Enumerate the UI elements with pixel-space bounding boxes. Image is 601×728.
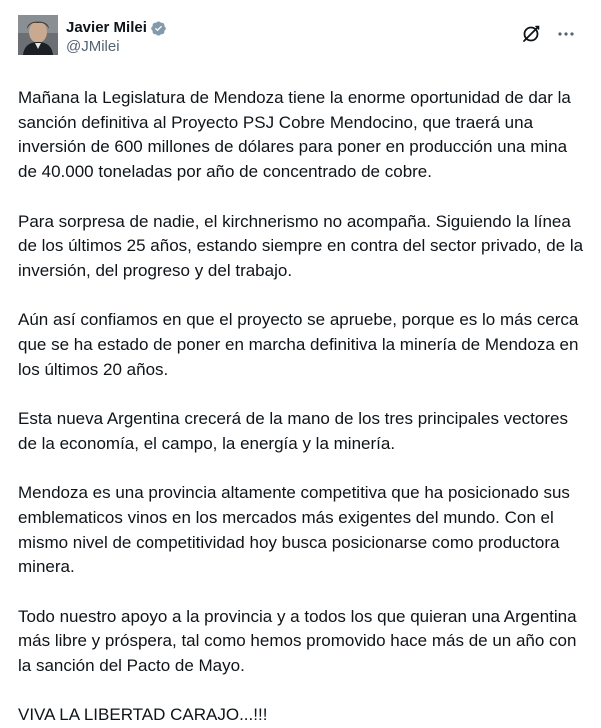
- avatar-photo-icon: [18, 15, 58, 55]
- tweet-paragraph: Aún así confiamos en que el proyecto se apruebe, porque es lo más cerca que se ha estado de poner en marcha definitiva la minería de Mendoza en los últimos 20 años.: [18, 310, 579, 379]
- tweet-paragraph: Mañana la Legislatura de Mendoza tiene la enorme oportunidad de dar la sanción definitiva al Proyecto PSJ Cobre Mendocino, que traerá una inversión de 600 millones de dólares para poner en producción una mina de 40.000 toneladas por año de concentrado de cobre.: [18, 88, 571, 182]
- tweet-paragraph: Para sorpresa de nadie, el kirchnerismo no acompaña. Siguiendo la línea de los últimos 25 años, estando siempre en contra del sector privado, de la inversión, del progreso y del trabajo.: [18, 211, 584, 280]
- verified-badge-icon: [150, 20, 167, 37]
- avatar[interactable]: [18, 15, 58, 55]
- tweet-header: [18, 14, 583, 66]
- tweet-paragraph: VIVA LA LIBERTAD CARAJO...!!!: [18, 705, 268, 725]
- tweet-paragraph: Todo nuestro apoyo a la provincia y a todos los que quieran una Argentina más libre y próspera, tal como hemos promovido hace más de un año con la sanción del Pacto de Mayo.: [18, 606, 577, 676]
- tweet-paragraph: Esta nueva Argentina crecerá de la mano de los tres principales vectores de la economía, el campo, la energía y la minería.: [18, 409, 568, 453]
- handle[interactable]: @JMilei: [66, 38, 120, 55]
- tweet-paragraph: Mendoza es una provincia altamente competitiva que ha posicionado sus emblematicos vinos en los mercados más exigentes del mundo. Con el mismo nivel de competitividad hoy busca posicionarse como productora minera.: [18, 483, 570, 577]
- display-name[interactable]: Javier Milei: [66, 19, 147, 36]
- author-names: [66, 19, 167, 57]
- tweet-text: [18, 86, 588, 728]
- grok-icon[interactable]: [521, 24, 541, 44]
- header-actions: [521, 24, 575, 44]
- name-row: [66, 19, 167, 37]
- more-options-icon[interactable]: [557, 25, 575, 43]
